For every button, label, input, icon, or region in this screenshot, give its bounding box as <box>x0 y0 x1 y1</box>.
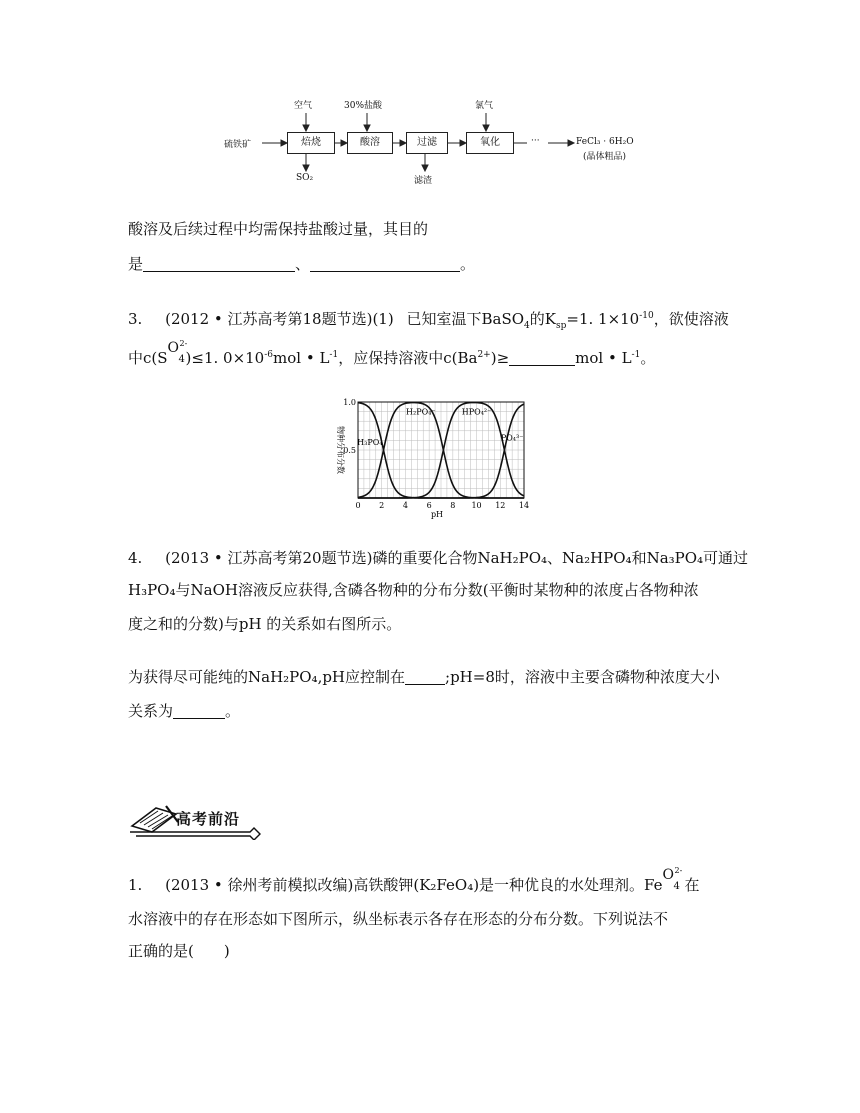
x-tick-label: 2 <box>379 501 385 510</box>
q5-number: 1. <box>128 876 143 894</box>
q3-number: 3. <box>128 310 143 328</box>
q4-number: 4. <box>128 549 143 567</box>
phosphate-distribution-chart <box>320 390 540 520</box>
q2-answer-blank-2[interactable] <box>310 255 460 272</box>
q5-line-3: 正确的是( ) <box>128 942 230 960</box>
q3-sub-4: 4 <box>524 321 530 331</box>
y-tick-label: 1.0 <box>343 398 356 407</box>
q4-line5-a: 关系为 <box>128 702 174 720</box>
sulfate-formula <box>167 339 188 365</box>
q3-text-b: 的K <box>529 310 556 328</box>
q3-exp-1: -10 <box>639 311 654 321</box>
flow-output-so2: SO₂ <box>296 173 314 183</box>
q3-line2-c: mol • L <box>273 349 330 367</box>
q3-line2-d: ，应保持溶液中c(Ba <box>338 349 478 367</box>
q4-line5-end: 。 <box>225 702 241 720</box>
flow-input-hcl: 30%盐酸 <box>344 101 383 111</box>
flow-source: 硫铁矿 <box>224 140 252 150</box>
q3-line2-a: 中c(S <box>128 349 168 367</box>
ferrate-formula <box>662 866 683 892</box>
label-hpo4: HPO₄²⁻ <box>461 407 492 417</box>
x-tick-label: 0 <box>355 501 361 510</box>
flow-output-residue: 滤渣 <box>414 176 433 186</box>
q3-text-d: ，欲使溶液 <box>653 310 729 328</box>
q3-line2-e: )≥ <box>490 349 510 367</box>
x-tick-label: 14 <box>518 501 530 510</box>
q2-line-2-start: 是 <box>128 255 144 273</box>
q2-line-1: 酸溶及后续过程中均需保持盐酸过量，其目的 <box>128 220 429 238</box>
q3-text-a: 已知室温下BaSO <box>406 310 525 328</box>
q3-line-1 <box>128 305 729 337</box>
q4-line4-b: ;pH=8时，溶液中主要含磷物种浓度大小 <box>445 668 720 686</box>
x-axis-label: pH <box>430 510 444 519</box>
flow-product-note: (晶体粗品) <box>583 152 627 162</box>
q3-line-2 <box>128 339 656 369</box>
flow-ellipsis: ··· <box>531 136 540 146</box>
q3-exp-3: -1 <box>329 350 339 360</box>
q4-line-1 <box>128 547 748 569</box>
x-tick-label: 6 <box>426 501 432 510</box>
q5-line-1 <box>128 866 700 896</box>
sulfate-4: 4 <box>178 354 185 365</box>
q5-line1-b: 在 <box>684 876 700 894</box>
q2-answer-blank-1[interactable] <box>143 255 295 272</box>
flow-input-chlorine: 氯气 <box>475 101 494 111</box>
flow-step-roast: 焙烧 <box>287 132 335 154</box>
flow-step-filter: 过滤 <box>406 132 448 154</box>
q4-line-3: 度之和的分数)与pH 的关系如右图所示。 <box>128 615 402 633</box>
q3-text-c: =1. 1×10 <box>566 310 640 328</box>
flow-input-air: 空气 <box>294 101 313 111</box>
q3-line2-end: 。 <box>640 349 656 367</box>
flow-product: FeCl₃ · 6H₂O <box>576 137 634 147</box>
ferrate-o: O <box>662 867 675 883</box>
q4-line-2: H₃PO₄与NaOH溶液反应获得,含磷各物种的分布分数(平衡时某物种的浓度占各物种浓 <box>128 581 699 599</box>
x-tick-label: 8 <box>450 501 456 510</box>
label-h2po4: H₂PO₄⁻ <box>406 407 436 417</box>
q5-line1-a: (2013 • 徐州考前模拟改编)高铁酸钾(K₂FeO₄)是一种优良的水处理剂。Fe <box>165 876 663 894</box>
q4-line-5 <box>128 700 240 722</box>
q3-ksp-sub: sp <box>555 321 567 331</box>
label-po4: PO₄³⁻ <box>500 433 524 443</box>
x-tick-label: 12 <box>495 501 506 510</box>
label-h3po4: H₃PO₄ <box>357 438 383 448</box>
q3-exp-4: 2+ <box>477 350 491 360</box>
q4-answer-blank-1[interactable] <box>405 668 445 685</box>
q3-source: (2012 • 江苏高考第18题节选)(1) <box>165 310 394 328</box>
q5-line-2: 水溶液中的存在形态如下图所示，纵坐标表示各存在形态的分布分数。下列说法不 <box>128 910 669 928</box>
q4-line1-text: (2013 • 江苏高考第20题节选)磷的重要化合物NaH₂PO₄、Na₂HPO₄和Na₃PO₄可通过 <box>165 549 749 567</box>
x-tick-label: 10 <box>471 501 482 510</box>
ferrate-charge: 2- <box>674 866 683 875</box>
q2-end: 。 <box>460 255 476 273</box>
q4-line4-a: 为获得尽可能纯的NaH₂PO₄,pH应控制在 <box>128 668 406 686</box>
flow-step-acid-dissolve: 酸溶 <box>347 132 393 154</box>
section-title: 高考前沿 <box>176 810 241 828</box>
sulfate-charge: 2- <box>179 339 188 348</box>
q3-exp-5: -1 <box>631 350 641 360</box>
flow-step-oxidize: 氧化 <box>466 132 514 154</box>
q2-line-2 <box>128 253 475 275</box>
q4-answer-blank-2[interactable] <box>173 702 225 719</box>
q2-separator: 、 <box>295 255 311 273</box>
q3-line2-b: )≤1. 0×10 <box>185 349 265 367</box>
sulfate-o: O <box>167 340 180 356</box>
section-header <box>126 800 266 840</box>
flowchart-arrows <box>0 0 860 200</box>
ferrate-4: 4 <box>673 881 680 892</box>
y-axis-label: 物种分布分数 <box>336 426 345 474</box>
x-tick-label: 4 <box>402 501 408 510</box>
q3-line2-f: mol • L <box>575 349 632 367</box>
y-tick-label: 0.5 <box>343 446 356 455</box>
q4-line-4 <box>128 666 720 688</box>
q3-exp-2: -6 <box>264 350 274 360</box>
q3-answer-blank[interactable] <box>509 349 575 366</box>
